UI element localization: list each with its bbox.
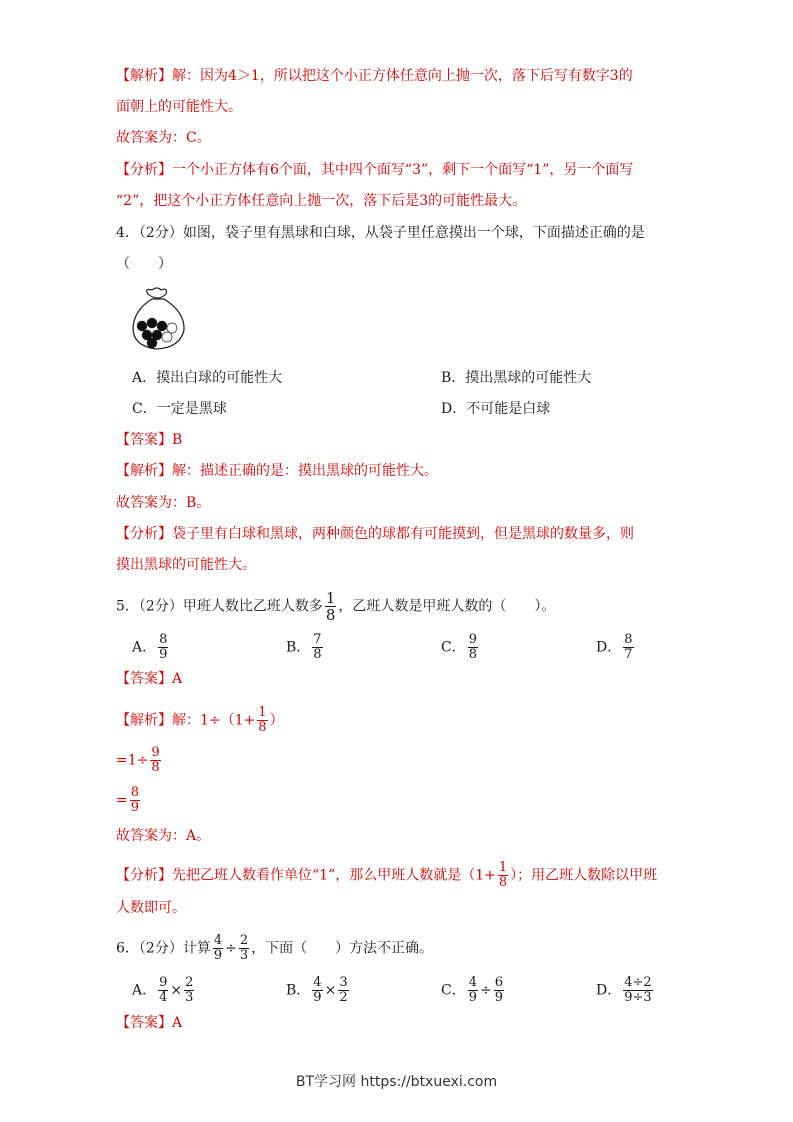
- ball-bag-illustration: [130, 286, 188, 352]
- analysis-line-1: 【解析】解：因为4＞1，所以把这个小正方体任意向上抛一次，落下后写有数字3的: [116, 68, 633, 84]
- option-letter: B．: [286, 639, 311, 656]
- q5-answer: 【答案】A: [116, 671, 183, 687]
- option-fraction: [468, 633, 478, 662]
- q5-option-c: [441, 633, 480, 662]
- fraction-numerator: 1: [498, 860, 508, 875]
- fraction-denominator: 9: [213, 948, 223, 963]
- fraction-denominator: 8: [468, 647, 477, 662]
- option-letter: B．: [286, 982, 311, 999]
- q6-stem-fraction-2: [239, 934, 249, 963]
- option-fraction-2: [184, 976, 194, 1005]
- option-letter: A．: [132, 982, 157, 999]
- q4-answer: 【答案】B: [116, 432, 183, 448]
- fraction-numerator: 4: [468, 975, 477, 990]
- fraction-numerator: 1: [325, 589, 336, 607]
- fraction-denominator: 3: [185, 990, 194, 1005]
- option-letter: C．: [441, 639, 466, 656]
- q5-analysis-pre: 【解析】解：1÷（1+: [116, 712, 256, 729]
- q4-option-c: C．一定是黑球: [132, 401, 227, 417]
- q5-step-1: [116, 746, 163, 775]
- q6-option-a: [132, 976, 196, 1005]
- fraction-numerator: 9: [468, 632, 477, 647]
- option-operator: ×: [324, 982, 337, 999]
- q5-stem: [116, 590, 555, 623]
- q6-option-d: [596, 976, 655, 1005]
- option-fraction-1: [158, 976, 168, 1005]
- fraction-numerator: 7: [313, 632, 322, 647]
- fenxi-line-1: 【分析】一个小正方体有6个面，其中四个面写“3”，剩下一个面写“1”，另一个面写: [116, 162, 634, 178]
- fraction-denominator: 8: [151, 760, 160, 775]
- q4-paren: （ ）: [116, 256, 172, 272]
- q5-step2-fraction: [130, 786, 140, 815]
- q6-stem: [116, 934, 433, 963]
- option-fraction-2: [494, 976, 504, 1005]
- q6-option-c: [441, 976, 506, 1005]
- fraction-numerator: 1: [258, 705, 267, 720]
- option-fraction-1: [312, 976, 322, 1005]
- q6-stem-pre: 6．（2分）计算: [116, 940, 211, 957]
- fraction-denominator: 9: [130, 800, 140, 815]
- option-fraction-1: [468, 976, 478, 1005]
- q5-fenxi-line-2: 人数即可。: [116, 900, 186, 916]
- fenxi-line-2: “2”，把这个小正方体任意向上抛一次，落下后是3的可能性最大。: [116, 193, 527, 209]
- q6-option-b: [286, 976, 351, 1005]
- fraction-denominator: 9: [159, 647, 168, 662]
- q4-final-answer: 故答案为：B。: [116, 495, 211, 511]
- fraction-denominator: 3: [239, 948, 249, 963]
- q5-fenxi-line-1: [116, 861, 657, 890]
- q5-stem-pre: 5．（2分）甲班人数比乙班人数多: [116, 598, 323, 615]
- option-operator: ×: [170, 982, 183, 999]
- q5-final-answer: 故答案为：A。: [116, 828, 211, 844]
- option-operator: ÷: [480, 982, 492, 999]
- q6-stem-fraction-1: [213, 934, 223, 963]
- fraction-numerator: 4÷2: [624, 975, 652, 990]
- fraction-numerator: 8: [159, 632, 168, 647]
- q5-analysis-post: ）: [269, 712, 284, 729]
- option-fraction: [623, 633, 633, 662]
- option-letter: C．: [441, 982, 466, 999]
- q6-stem-operator: ÷: [225, 940, 237, 957]
- fraction-denominator: 9: [494, 990, 504, 1005]
- fraction-numerator: 2: [185, 975, 194, 990]
- q5-stem-fraction: [325, 590, 337, 623]
- q5-option-a: [132, 633, 170, 662]
- final-answer-line: 故答案为：C。: [116, 130, 211, 146]
- option-fraction: [312, 633, 322, 662]
- q4-option-a: A．摸出白球的可能性大: [132, 370, 283, 386]
- fraction-numerator: 6: [494, 975, 504, 990]
- option-fraction-1: [623, 976, 652, 1005]
- fraction-numerator: 4: [313, 975, 322, 990]
- fraction-numerator: 9: [159, 975, 168, 990]
- option-letter: A．: [132, 639, 157, 656]
- q5-step2-pre: =: [116, 792, 128, 809]
- q5-fenxi-pre: 【分析】先把乙班人数看作单位“1”，那么甲班人数就是（1+: [116, 867, 496, 884]
- q4-fenxi-line-2: 摸出黑球的可能性大。: [116, 557, 256, 573]
- fraction-denominator: 8: [313, 647, 322, 662]
- q5-step1-pre: =1÷: [116, 752, 149, 769]
- q6-stem-post: ，下面（ ）方法不正确。: [251, 940, 434, 957]
- fraction-numerator: 8: [130, 785, 140, 800]
- fraction-numerator: 4: [213, 933, 223, 948]
- q5-fenxi-fraction: [498, 861, 508, 890]
- option-fraction-2: [338, 976, 348, 1005]
- q4-fenxi-line-1: 【分析】袋子里有白球和黑球，两种颜色的球都有可能摸到，但是黑球的数量多，则: [116, 526, 634, 542]
- fraction-numerator: 9: [151, 745, 160, 760]
- option-letter: D．: [596, 982, 622, 999]
- fraction-denominator: 9: [468, 990, 477, 1005]
- q5-step1-fraction: [150, 746, 160, 775]
- fraction-denominator: 9: [313, 990, 322, 1005]
- q4-option-b: B．摸出黑球的可能性大: [441, 370, 592, 386]
- option-fraction: [158, 633, 168, 662]
- fraction-denominator: 8: [498, 875, 508, 890]
- q5-option-b: [286, 633, 325, 662]
- q5-analysis: [116, 706, 284, 735]
- fraction-denominator: 2: [339, 990, 348, 1005]
- fraction-denominator: 7: [624, 647, 633, 662]
- q5-fenxi-post: ）；用乙班人数除以甲班: [510, 867, 658, 884]
- q5-stem-post: ，乙班人数是甲班人数的（ ）。: [338, 598, 556, 615]
- fraction-numerator: 2: [239, 933, 249, 948]
- page-footer: BT学习网 https://btxuexi.com: [295, 1074, 498, 1090]
- q5-analysis-fraction: [257, 706, 267, 735]
- fraction-numerator: 3: [339, 975, 348, 990]
- q5-step-2: [116, 786, 142, 815]
- q4-analysis: 【解析】解：描述正确的是：摸出黑球的可能性大。: [116, 463, 438, 479]
- analysis-line-2: 面朝上的可能性大。: [116, 99, 242, 115]
- q6-answer: 【答案】A: [116, 1015, 183, 1031]
- fraction-denominator: 9÷3: [624, 990, 652, 1005]
- fraction-numerator: 8: [624, 632, 633, 647]
- fraction-denominator: 8: [325, 606, 336, 624]
- q5-option-d: [596, 633, 636, 662]
- q4-stem: 4．（2分）如图，袋子里有黑球和白球，从袋子里任意摸出一个球，下面描述正确的是: [116, 225, 645, 241]
- fraction-denominator: 8: [258, 720, 267, 735]
- option-letter: D．: [596, 639, 622, 656]
- q4-option-d: D．不可能是白球: [441, 401, 551, 417]
- fraction-denominator: 4: [159, 990, 168, 1005]
